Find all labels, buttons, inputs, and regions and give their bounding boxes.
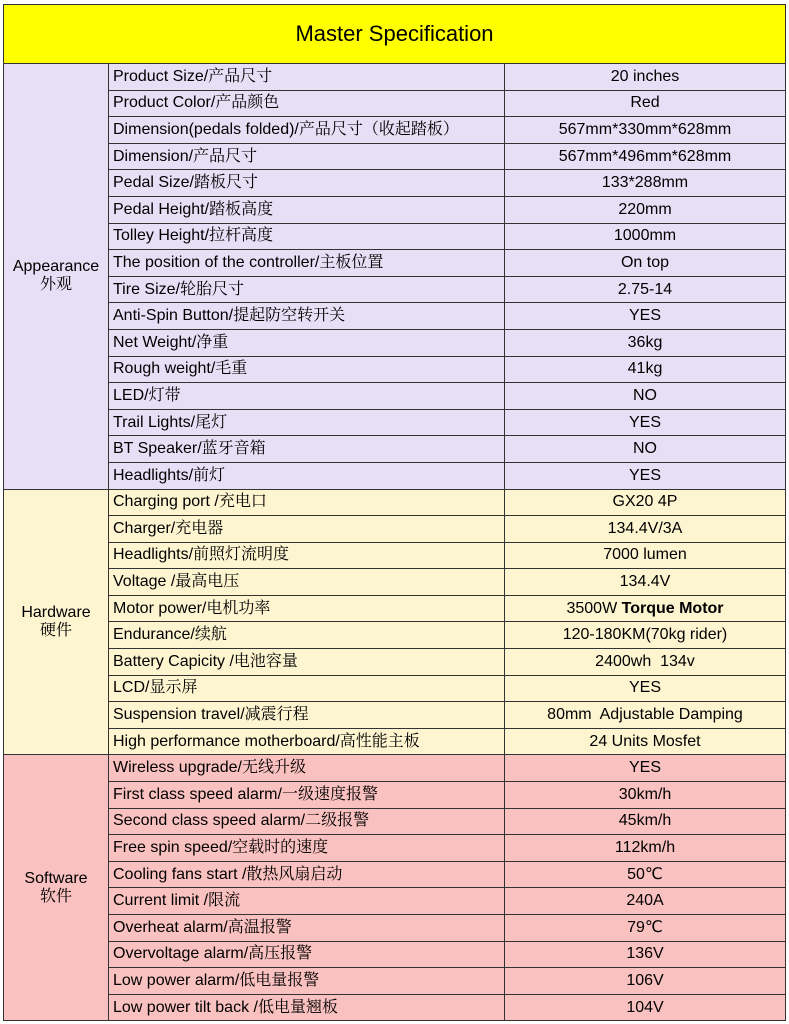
section-name-en: Software — [24, 869, 88, 887]
spec-value — [505, 968, 786, 995]
spec-label: Second class speed alarm/二级报警 — [109, 808, 505, 835]
spec-row — [4, 968, 786, 995]
spec-label: Motor power/电机功率 — [109, 595, 505, 622]
spec-table — [3, 4, 786, 1021]
spec-value — [505, 861, 786, 888]
spec-row — [4, 569, 786, 596]
spec-value — [505, 516, 786, 543]
spec-row — [4, 782, 786, 809]
spec-value — [505, 888, 786, 915]
spec-value — [505, 702, 786, 729]
section-name-en: Appearance — [12, 258, 100, 276]
section-label-appearance — [4, 64, 109, 490]
spec-value — [505, 835, 786, 862]
spec-row — [4, 196, 786, 223]
spec-value-text: 220mm — [618, 200, 672, 218]
spec-value — [505, 170, 786, 197]
spec-row — [4, 595, 786, 622]
spec-value — [505, 90, 786, 117]
spec-row — [4, 542, 786, 569]
spec-row — [4, 861, 786, 888]
spec-value-text: 133*288mm — [601, 174, 689, 192]
spec-value — [505, 436, 786, 463]
spec-value — [505, 303, 786, 330]
spec-value-text: NO — [633, 386, 657, 404]
spec-label: Charger/充电器 — [109, 516, 505, 543]
spec-row — [4, 728, 786, 755]
spec-value-text: YES — [628, 466, 661, 484]
spec-label: Product Size/产品尺寸 — [109, 64, 505, 91]
spec-label: Overheat alarm/高温报警 — [109, 915, 505, 942]
spec-row — [4, 356, 786, 383]
spec-row — [4, 835, 786, 862]
spec-value-text: 2400wh 134v — [595, 652, 695, 670]
spec-row — [4, 223, 786, 250]
spec-label: BT Speaker/蓝牙音箱 — [109, 436, 505, 463]
section-label-hardware — [4, 489, 109, 755]
spec-value-text: 1000mm — [613, 227, 677, 245]
spec-value — [505, 915, 786, 942]
spec-label: Low power tilt back /低电量翘板 — [109, 994, 505, 1021]
spec-value-text: 240A — [626, 892, 664, 910]
spec-value-text: 3500W — [566, 599, 622, 617]
spec-row — [4, 117, 786, 144]
spec-value — [505, 542, 786, 569]
spec-value-text: 567mm*496mm*628mm — [558, 147, 732, 165]
spec-label: Anti-Spin Button/提起防空转开关 — [109, 303, 505, 330]
spec-value — [505, 941, 786, 968]
spec-row — [4, 143, 786, 170]
spec-row — [4, 675, 786, 702]
spec-label: Current limit /限流 — [109, 888, 505, 915]
spec-value-text: YES — [628, 679, 661, 697]
spec-label: LCD/显示屏 — [109, 675, 505, 702]
spec-row — [4, 64, 786, 91]
spec-label: Trail Lights/尾灯 — [109, 409, 505, 436]
section-name-cn: 软件 — [39, 887, 72, 905]
spec-value — [505, 462, 786, 489]
spec-value-text: 567mm*330mm*628mm — [558, 120, 732, 138]
spec-value-text: 2.75-14 — [617, 280, 673, 298]
spec-value — [505, 383, 786, 410]
spec-label: Product Color/产品颜色 — [109, 90, 505, 117]
spec-value — [505, 409, 786, 436]
spec-value — [505, 782, 786, 809]
spec-row — [4, 436, 786, 463]
spec-label: Pedal Height/踏板高度 — [109, 196, 505, 223]
spec-value-text: 112km/h — [614, 839, 676, 857]
spec-label: First class speed alarm/一级速度报警 — [109, 782, 505, 809]
spec-label: Tire Size/轮胎尺寸 — [109, 276, 505, 303]
spec-label: Free spin speed/空载时的速度 — [109, 835, 505, 862]
spec-label: Cooling fans start /散热风扇启动 — [109, 861, 505, 888]
spec-row — [4, 941, 786, 968]
spec-row — [4, 170, 786, 197]
spec-value-text: 36kg — [627, 333, 663, 351]
spec-row — [4, 649, 786, 676]
sheet-title: Master Specification — [4, 5, 786, 64]
spec-value — [505, 728, 786, 755]
spec-value — [505, 329, 786, 356]
spec-value — [505, 622, 786, 649]
spec-value — [505, 755, 786, 782]
spec-row — [4, 303, 786, 330]
spec-row — [4, 808, 786, 835]
spec-row — [4, 90, 786, 117]
spec-label: Suspension travel/减震行程 — [109, 702, 505, 729]
spec-label: Headlights/前灯 — [109, 462, 505, 489]
spec-value-text: 50℃ — [627, 865, 663, 883]
spec-value-text: YES — [628, 307, 661, 325]
section-name-cn: 外观 — [39, 276, 72, 294]
spec-label: Dimension/产品尺寸 — [109, 143, 505, 170]
spec-label: Battery Capicity /电池容量 — [109, 649, 505, 676]
spec-value — [505, 808, 786, 835]
spec-value — [505, 250, 786, 277]
spec-value-text: 136V — [626, 945, 664, 963]
spec-value-text: NO — [633, 440, 657, 458]
spec-value-text: 20 inches — [610, 67, 680, 85]
spec-label: The position of the controller/主板位置 — [109, 250, 505, 277]
title-row — [4, 5, 786, 64]
section-name-en: Hardware — [21, 603, 91, 621]
spec-value-text: 30km/h — [618, 785, 672, 803]
spec-label: Net Weight/净重 — [109, 329, 505, 356]
spec-value — [505, 994, 786, 1021]
spec-value-emphasis: Torque Motor — [621, 599, 724, 617]
spec-row — [4, 383, 786, 410]
spec-value-text: 45km/h — [618, 812, 672, 830]
spec-value-text: 106V — [626, 971, 664, 989]
spec-value-text: 120-180KM(70kg rider) — [562, 626, 728, 644]
spec-row — [4, 994, 786, 1021]
spec-label: Wireless upgrade/无线升级 — [109, 755, 505, 782]
spec-value — [505, 196, 786, 223]
spec-label: Rough weight/毛重 — [109, 356, 505, 383]
spec-label: LED/灯带 — [109, 383, 505, 410]
spec-row — [4, 276, 786, 303]
spec-row — [4, 516, 786, 543]
spec-value-text: 80mm Adjustable Damping — [547, 706, 743, 724]
spec-label: Endurance/续航 — [109, 622, 505, 649]
spec-row — [4, 622, 786, 649]
spec-value-text: Red — [630, 94, 660, 112]
spec-label: Voltage /最高电压 — [109, 569, 505, 596]
spec-value-text: On top — [620, 253, 670, 271]
section-label-software — [4, 755, 109, 1021]
spec-value — [505, 143, 786, 170]
spec-value — [505, 649, 786, 676]
spec-value-text: 41kg — [627, 360, 663, 378]
spec-value — [505, 276, 786, 303]
section-name-cn: 硬件 — [39, 621, 72, 639]
spec-value — [505, 675, 786, 702]
spec-row — [4, 250, 786, 277]
spec-value — [505, 595, 786, 622]
spec-label: Dimension(pedals folded)/产品尺寸（收起踏板） — [109, 117, 505, 144]
spec-label: Tolley Height/拉杆高度 — [109, 223, 505, 250]
spec-value-text: 104V — [626, 998, 664, 1016]
spec-value-text: 7000 lumen — [603, 546, 687, 564]
spec-value-text: GX20 4P — [612, 493, 678, 511]
spec-label: Charging port /充电口 — [109, 489, 505, 516]
spec-value — [505, 569, 786, 596]
spec-value — [505, 489, 786, 516]
spec-row — [4, 915, 786, 942]
spec-value-text: 79℃ — [627, 918, 663, 936]
spec-label: Overvoltage alarm/高压报警 — [109, 941, 505, 968]
spec-value-text: 134.4V/3A — [607, 519, 683, 537]
spec-value — [505, 117, 786, 144]
spec-value-text: YES — [628, 413, 661, 431]
spec-value-text: 24 Units Mosfet — [589, 732, 701, 750]
spec-value — [505, 64, 786, 91]
spec-label: Low power alarm/低电量报警 — [109, 968, 505, 995]
spec-row — [4, 702, 786, 729]
spec-label: Headlights/前照灯流明度 — [109, 542, 505, 569]
spec-row — [4, 888, 786, 915]
spec-row — [4, 755, 786, 782]
spec-value — [505, 356, 786, 383]
spec-row — [4, 409, 786, 436]
spec-row — [4, 329, 786, 356]
spec-sheet — [3, 4, 785, 1021]
spec-row — [4, 462, 786, 489]
spec-label: Pedal Size/踏板尺寸 — [109, 170, 505, 197]
spec-value — [505, 223, 786, 250]
spec-value-text: 134.4V — [619, 573, 671, 591]
spec-label: High performance motherboard/高性能主板 — [109, 728, 505, 755]
spec-row — [4, 489, 786, 516]
spec-value-text: YES — [628, 759, 661, 777]
